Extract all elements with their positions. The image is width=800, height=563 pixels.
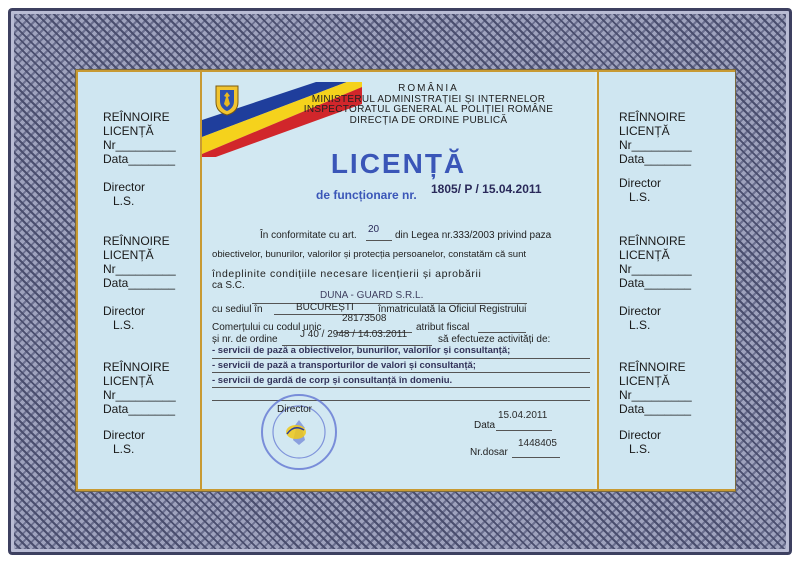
article-number: 20	[368, 224, 380, 235]
issue-date-label: Data	[474, 420, 496, 431]
renew-label: REÎNNOIRE	[619, 110, 686, 124]
renew-label: REÎNNOIRE	[103, 360, 170, 374]
renew-label: REÎNNOIRE	[619, 234, 686, 248]
blank-line	[496, 430, 552, 431]
data-field: Data_______	[619, 152, 692, 166]
body-line-5a: cu sediul în	[212, 304, 263, 315]
blank-line	[478, 332, 526, 333]
data-field: Data_______	[103, 276, 176, 290]
renewal-block-3	[103, 360, 176, 456]
body-line-2: obiectivelor, bunurilor, valorilor și protecția persoanelor, constatăm că sunt	[212, 249, 527, 260]
left-renewal-column	[78, 72, 202, 489]
headquarters-city: BUCUREȘTI	[296, 302, 354, 313]
license-subtitle: de funcționare nr.	[316, 188, 417, 202]
renewal-block-4	[619, 110, 692, 204]
dossier-label: Nr.dosar	[470, 447, 508, 458]
issuing-authority	[262, 84, 595, 126]
license-label: LICENȚĂ	[619, 374, 670, 388]
ls-label: L.S.	[113, 318, 135, 332]
right-renewal-column	[597, 72, 735, 489]
blank-line	[512, 457, 560, 458]
data-field: Data_______	[103, 152, 176, 166]
data-field: Data_______	[619, 276, 692, 290]
director-label: Director	[619, 428, 662, 442]
ls-label: L.S.	[629, 190, 651, 204]
director-label: Director	[103, 180, 146, 194]
signature-mark	[284, 422, 308, 442]
nr-field: Nr_________	[619, 388, 692, 402]
coat-of-arms-icon	[214, 84, 240, 116]
renewal-block-5	[619, 234, 692, 332]
director-label: Director	[619, 304, 662, 318]
nr-field: Nr_________	[103, 262, 176, 276]
blank-line	[212, 387, 590, 388]
body-line-7b: să efectueze activități de:	[438, 334, 551, 345]
service-item: - servicii de pază a transporturilor de valori și consultanță;	[212, 360, 476, 371]
nr-field: Nr_________	[103, 138, 176, 152]
blank-line	[366, 240, 392, 241]
license-label: LICENȚĂ	[103, 124, 154, 138]
body-line-1a: În conformitate cu art.	[260, 230, 357, 241]
service-item: - servicii de gardă de corp și consultanță în domeniu.	[212, 375, 453, 386]
ls-label: L.S.	[629, 318, 651, 332]
document-title: LICENȚĂ	[330, 148, 467, 179]
blank-line	[212, 372, 590, 373]
data-field: Data_______	[619, 402, 692, 416]
data-field: Data_______	[103, 402, 176, 416]
renew-label: REÎNNOIRE	[619, 360, 686, 374]
body-line-7a: și nr. de ordine	[212, 334, 278, 345]
dossier-number: 1448405	[518, 438, 557, 449]
renew-label: REÎNNOIRE	[103, 234, 170, 248]
certificate-panel	[76, 70, 735, 491]
license-body	[202, 72, 595, 489]
ls-label: L.S.	[629, 442, 651, 456]
renew-label: REÎNNOIRE	[103, 110, 170, 124]
license-label: LICENȚĂ	[103, 248, 154, 262]
registration-number: J 40 / 2948 / 14.03.2011	[300, 329, 408, 340]
ls-label: L.S.	[113, 442, 135, 456]
license-label: LICENȚĂ	[619, 124, 670, 138]
license-label: LICENȚĂ	[619, 248, 670, 262]
renewal-block-1	[103, 110, 176, 208]
nr-field: Nr_________	[103, 388, 176, 402]
renewal-block-2	[103, 234, 176, 332]
body-line-4: ca S.C.	[212, 280, 245, 291]
director-label: Director	[103, 428, 146, 442]
directorate-name: DIRECȚIA DE ORDINE PUBLICĂ	[349, 114, 508, 126]
body-line-1b: din Legea nr.333/2003 privind paza	[395, 230, 552, 241]
body-line-3: îndeplinite condițiile necesare licențierii și aprobării	[212, 268, 482, 280]
issue-date: 15.04.2011	[498, 410, 548, 421]
country-name: ROMÂNIA	[398, 83, 459, 94]
nr-field: Nr_________	[619, 138, 692, 152]
director-signature-label: Director	[277, 404, 313, 415]
body-line-6a: Comerțului cu codul unic	[212, 322, 322, 333]
unique-code: 28173508	[342, 313, 387, 324]
company-name: DUNA - GUARD S.R.L.	[320, 290, 424, 301]
service-item: - servicii de pază a obiectivelor, bunurilor, valorilor și consultanță;	[212, 345, 511, 356]
ls-label: L.S.	[113, 194, 135, 208]
license-number: 1805/ P / 15.04.2011	[431, 182, 542, 196]
blank-line	[212, 358, 590, 359]
body-line-6b: atribut fiscal	[416, 322, 470, 333]
ministry-name: MINISTERUL ADMINISTRAȚIEI ȘI INTERNELOR	[311, 93, 546, 105]
body-line-5b: înmatriculată la Oficiul Registrului	[378, 304, 527, 315]
license-label: LICENȚĂ	[103, 374, 154, 388]
director-label: Director	[103, 304, 146, 318]
director-label: Director	[619, 176, 662, 190]
inspectorate-name: INSPECTORATUL GENERAL AL POLIȚIEI ROMÂNE	[303, 104, 554, 115]
nr-field: Nr_________	[619, 262, 692, 276]
renewal-block-6	[619, 360, 692, 456]
